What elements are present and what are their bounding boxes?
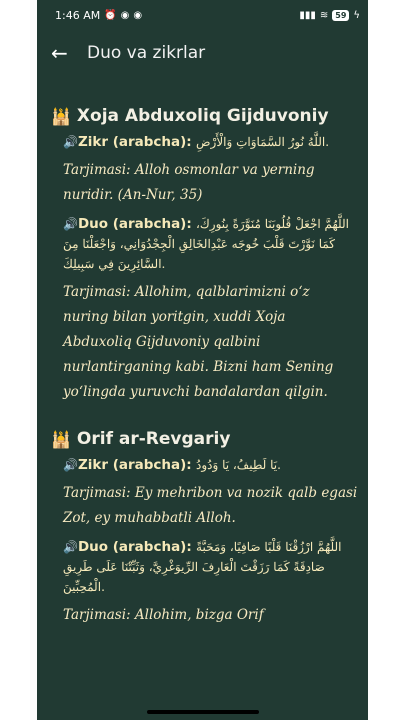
battery-icon: 59 xyxy=(332,10,349,21)
alarm-icon: ⏰ xyxy=(104,9,117,21)
zikr-row xyxy=(63,455,358,475)
mosque-icon: 🕌 xyxy=(51,106,71,126)
content-scroll[interactable] xyxy=(37,76,368,628)
zikr-row xyxy=(63,132,358,152)
section-title-text: Xoja Abduxoliq Gijduvoniy xyxy=(76,106,329,126)
home-indicator[interactable] xyxy=(147,710,259,714)
zikr-translation: Tarjimasi: Alloh osmonlar va yerning nuridir. (An-Nur, 35) xyxy=(63,162,315,203)
status-time: 1:46 AM xyxy=(55,8,101,22)
zikr-arabic-text: اللَّهُ نُورُ السَّمَاوَاتِ وَالْأَرْضِ. xyxy=(196,135,330,149)
back-arrow-icon[interactable]: ← xyxy=(51,41,68,65)
app-notification-icon-2: ◉ xyxy=(133,9,143,21)
speaker-icon[interactable]: 🔊 xyxy=(63,458,78,472)
section-body xyxy=(63,132,358,405)
section-title-text: Orif ar-Revgariy xyxy=(76,429,231,449)
gesture-nav-bar[interactable] xyxy=(37,704,368,720)
section-title xyxy=(51,106,358,126)
app-bar xyxy=(37,30,368,76)
speaker-icon[interactable]: 🔊 xyxy=(63,135,78,149)
zikr-arabic-text: يَا لَطِيفُ، يَا وَدُودُ. xyxy=(196,458,281,472)
speaker-icon[interactable]: 🔊 xyxy=(63,540,78,554)
duo-label: Duo (arabcha): xyxy=(77,539,192,555)
duo-row xyxy=(63,214,358,274)
page-title: Duo va zikrlar xyxy=(87,43,206,63)
phone-screen xyxy=(37,0,368,720)
duo-arabic-text: اللَّهُمَّ ارْزُقْنَا قَلْبًا صَافِيًا، وَمَحَبَّةً صَادِقَةً كَمَا رَزَقْتَ الْعَارِفَ الرِّيوَغْرِيَّ، وَثَبِّتْنَا عَلَى طَرِيقِ الْمُحِبِّينَ. xyxy=(63,540,342,594)
section-title xyxy=(51,429,358,449)
speaker-icon[interactable]: 🔊 xyxy=(63,217,78,231)
charging-icon: ϟ xyxy=(353,9,360,21)
zikr-label: Zikr (arabcha): xyxy=(77,457,192,473)
status-bar xyxy=(37,0,368,30)
duo-translation: Tarjimasi: Allohim, qalblarimizni o‘z nuring bilan yoritgin, xuddi Xoja Abduxoliq Gijduvoniy qalbini nurlantirganing kabi. Bizni ham Sening yo‘lingda yuruvchi bandalardan qilgin. xyxy=(63,284,334,400)
section-body xyxy=(63,455,358,628)
duo-label: Duo (arabcha): xyxy=(77,216,192,232)
duo-row xyxy=(63,537,358,597)
wifi-icon: ≋ xyxy=(319,9,329,21)
duo-arabic-text: اللَّهُمَّ اجْعَلْ قُلُوبَنَا مُنَوَّرَةً بِنُورِكَ، كَمَا نَوَّرْتَ قَلْبَ خُوجَه عَبْدِالخَالِقِ الْجِجْدُوَانِي، وَاجْعَلْنَا مِنَ السَّائِرِينَ فِي سَبِيلِكَ. xyxy=(63,217,349,271)
mosque-icon: 🕌 xyxy=(51,429,71,449)
signal-icon: ▮▮▮ xyxy=(299,9,316,21)
app-notification-icon: ◉ xyxy=(120,9,130,21)
zikr-label: Zikr (arabcha): xyxy=(77,134,192,150)
duo-translation: Tarjimasi: Allohim, bizga Orif xyxy=(63,607,264,623)
zikr-translation: Tarjimasi: Ey mehribon va nozik qalb egasi Zot, ey muhabbatli Alloh. xyxy=(63,485,358,526)
